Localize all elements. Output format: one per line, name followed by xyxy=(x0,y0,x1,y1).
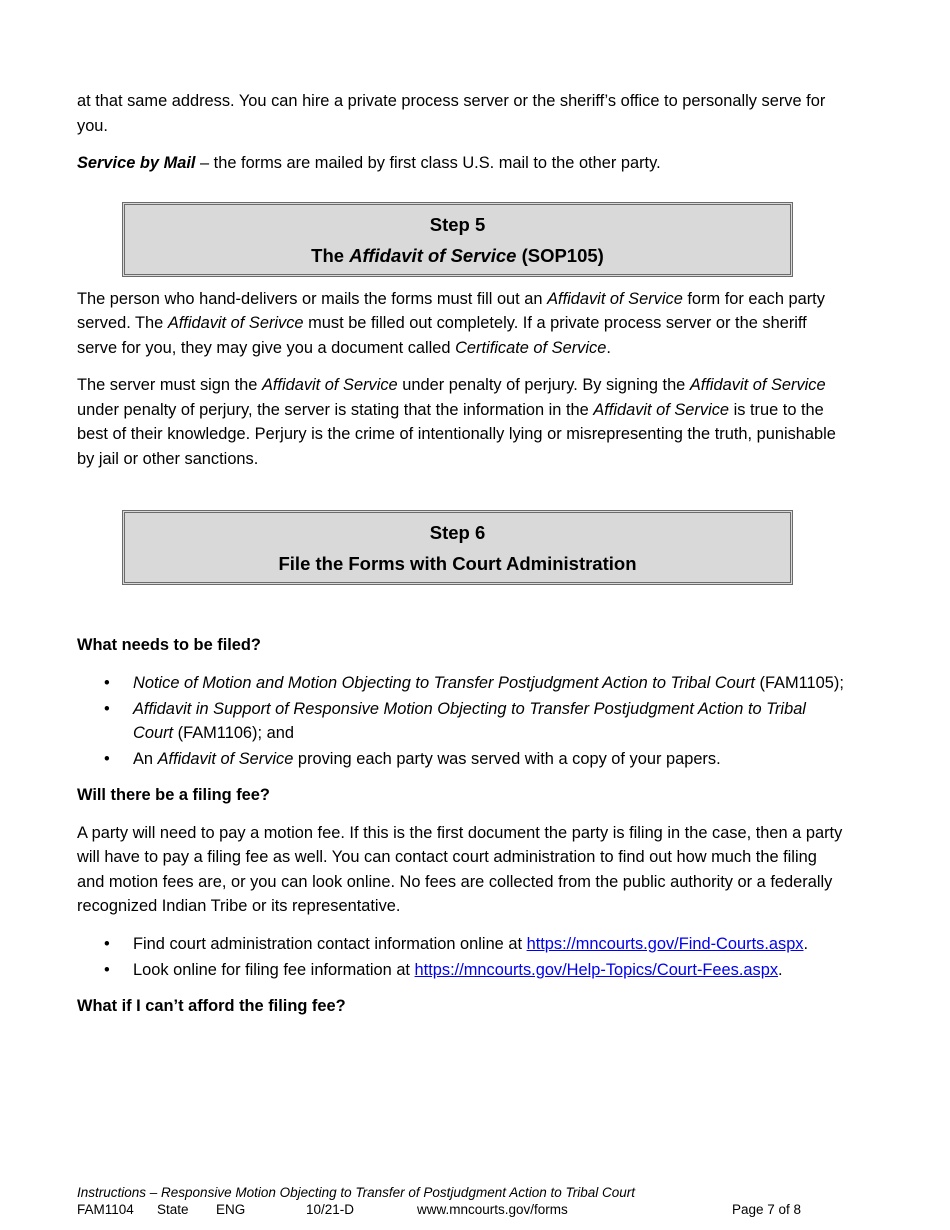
step5-subtitle: The Affidavit of Service (SOP105) xyxy=(311,244,604,266)
footer-title: Instructions – Responsive Motion Objecting to Transfer of Postjudgment Action to Tribal Court xyxy=(77,1185,636,1200)
list-item: • Look online for filing fee information at https://mncourts.gov/Help-Topics/Court-Fees.aspx. xyxy=(77,958,847,983)
continuation-paragraph: at that same address. You can hire a private process server or the sheriff’s office to personally serve for you. xyxy=(77,92,826,135)
step6-subtitle: File the Forms with Court Administration xyxy=(278,553,637,574)
court-fees-link[interactable]: https://mncourts.gov/Help-Topics/Court-Fees.aspx xyxy=(414,960,779,979)
footer-page-number: Page 7 of 8 xyxy=(732,1201,802,1217)
filing-fee-heading: Will there be a filing fee? xyxy=(77,786,270,804)
bullet: • xyxy=(104,750,110,768)
filing-fee-links-list xyxy=(77,932,847,983)
list-item: • Affidavit in Support of Responsive Motion Objecting to Transfer Postjudgment Action to Tribal Court (FAM1106); and xyxy=(77,697,847,746)
step6-header-box xyxy=(122,510,793,585)
bullet: • xyxy=(104,699,110,718)
step5-header-box xyxy=(122,202,793,277)
footer-website: www.mncourts.gov/forms xyxy=(417,1201,568,1217)
footer-form-id: FAM1104 xyxy=(77,1201,134,1217)
footer-jurisdiction: State xyxy=(157,1201,189,1217)
service-by-mail-paragraph: Service by Mail – the forms are mailed by first class U.S. mail to the other party. xyxy=(77,154,661,172)
bullet: • xyxy=(104,934,110,953)
document-body xyxy=(77,89,847,1018)
page-footer xyxy=(77,1185,837,1218)
step5-title: Step 5 xyxy=(429,213,486,235)
service-by-mail-term: Service by Mail xyxy=(77,154,196,172)
list-item: • Find court administration contact information online at https://mncourts.gov/Find-Courts.aspx. xyxy=(77,932,847,957)
step5-paragraph-1: The person who hand-delivers or mails the forms must fill out an Affidavit of Service form for each party served. The Affidavit of Serivce must be filled out completely. If a private process server or the sheriff serve for you, they may give you a document called Certificate of Service. xyxy=(77,289,825,357)
bullet: • xyxy=(104,960,110,979)
bullet: • xyxy=(104,673,110,692)
what-filed-heading: What needs to be filed? xyxy=(77,636,261,654)
find-courts-link[interactable]: https://mncourts.gov/Find-Courts.aspx xyxy=(526,934,804,953)
filed-documents-list xyxy=(77,671,847,772)
step6-title: Step 6 xyxy=(429,522,486,543)
step5-paragraph-2: The server must sign the Affidavit of Service under penalty of perjury. By signing the Affidavit of Service under penalty of perjury, the server is stating that the information in the Affidavit of Service is true to the best of their knowledge. Perjury is the crime of intentionally lying or misrepresenting the truth, punishable by jail or other sanctions. xyxy=(77,376,836,468)
list-item: • Notice of Motion and Motion Objecting to Transfer Postjudgment Action to Tribal Court (FAM1105); xyxy=(77,671,847,696)
footer-revision: 10/21-D xyxy=(306,1201,355,1217)
filing-fee-paragraph: A party will need to pay a motion fee. If this is the first document the party is filing in the case, then a party will have to pay a filing fee as well. You can contact court administration to find out how much the filing and motion fees are, or you can look online. No fees are collected from the public authority or a federally recognized Indian Tribe or its representative. xyxy=(77,823,843,915)
list-item: • An Affidavit of Service proving each party was served with a copy of your papers. xyxy=(77,747,847,772)
footer-language: ENG xyxy=(216,1201,246,1217)
afford-fee-heading: What if I can’t afford the filing fee? xyxy=(77,996,346,1015)
